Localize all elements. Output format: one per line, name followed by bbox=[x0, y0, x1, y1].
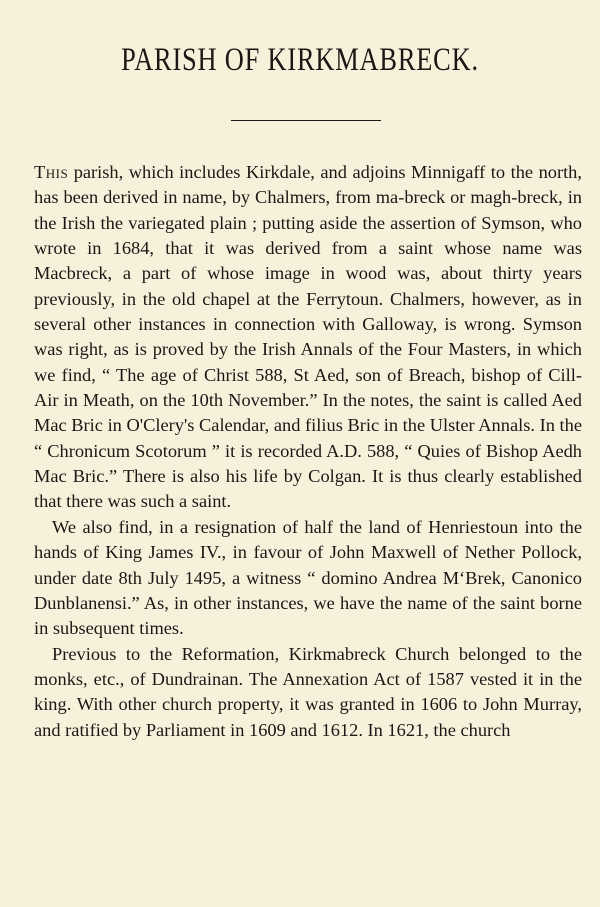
title-divider bbox=[231, 120, 381, 121]
paragraph: Previous to the Reformation, Kirkmabreck Church belonged to the monks, etc., of Dundrainan. The Annexation Act of 1587 vested it in the king. With other church property, it was granted in 1606 to John Murray, and ratified by Parliament in 1609 and 1612. In 1621, the church bbox=[34, 643, 582, 740]
paragraph: We also find, in a resignation of half the land of Henriestoun into the hands of King James IV., in favour of John Maxwell of Nether Pollock, under date 8th July 1495, a witness “ domino Andrea M‘Brek, Canonico Dunblanensi.” As, in other instances, we have the name of the saint borne in subsequent times. bbox=[34, 516, 582, 639]
paragraph-text: parish, which includes Kirkdale, and adjoins Minnigaff to the north, has been derived in name, by Chalmers, from ma-breck or magh-breck, in the Irish the variegated plain ; putting aside the assertion of Symson, who wrote in 1684, that it was derived from a saint whose name was Macbreck, a part of whose image in wood was, about thirty years previously, in the old chapel at the Ferrytoun. Chalmers, however, as in several other instances in connection with Galloway, is wrong. Symson was right, as is proved by the Irish Annals of the Four Masters, in which we find, “ The age of Christ 588, St Aed, son of Breach, bishop of Cill-Air in Meath, on the 10th November.” In the notes, the saint is called Aed Mac Bric in O'Clery's Calendar, and filius Bric in the Ulster Annals. In the “ Chronicum Scotorum ” it is recorded A.D. 588, “ Quies of Bishop Aedh Mac Bric.” There is also his life by Colgan. It is thus clearly established that there was such a saint. bbox=[34, 162, 582, 512]
page-title: PARISH OF KIRKMABRECK. bbox=[121, 42, 479, 78]
paragraph-lead-word: This bbox=[34, 162, 69, 182]
paragraph bbox=[34, 160, 582, 515]
body-text bbox=[34, 160, 582, 743]
